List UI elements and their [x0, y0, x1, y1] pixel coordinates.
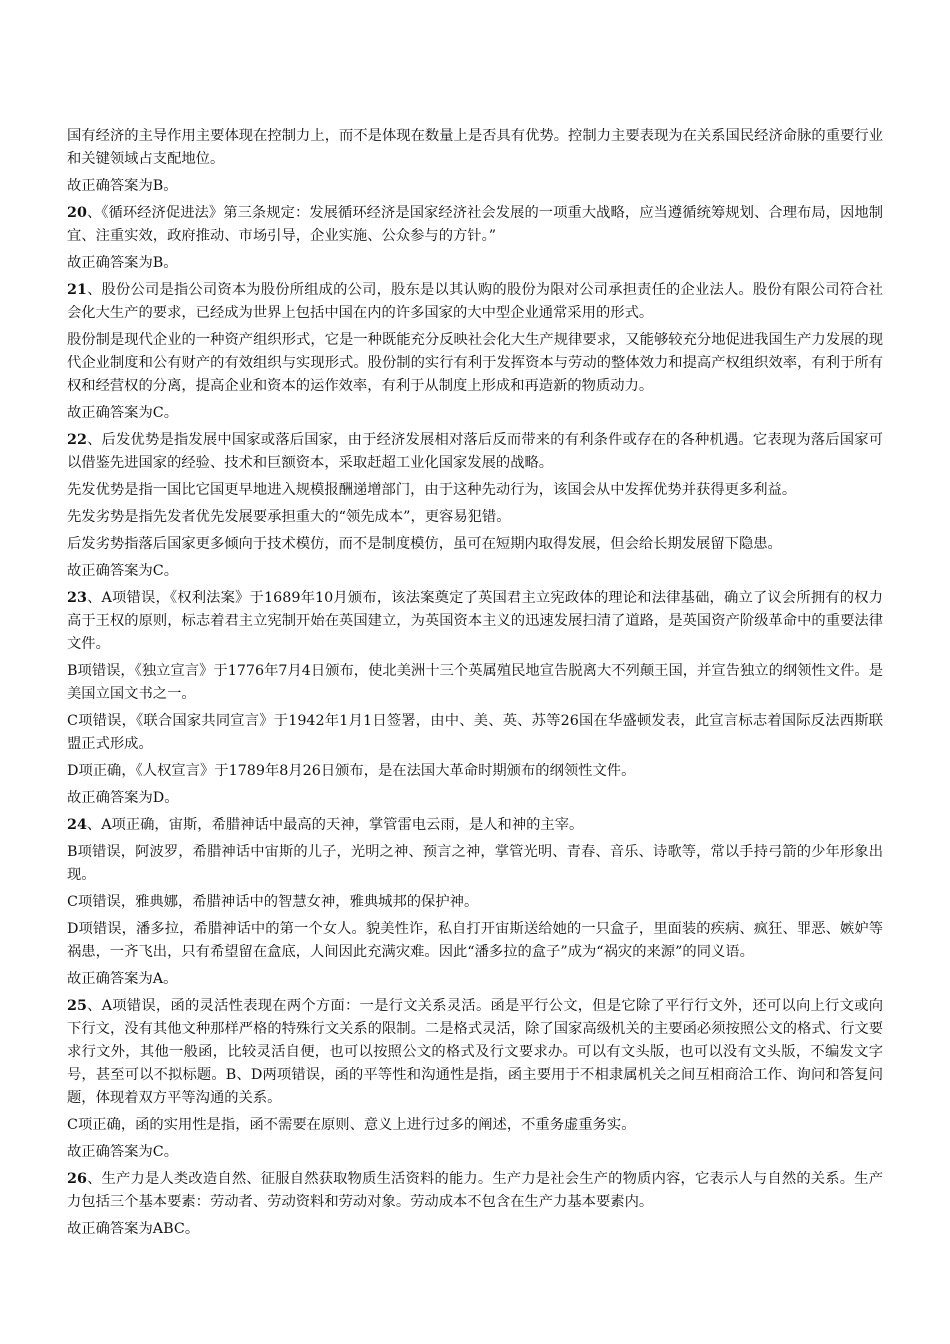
question-23-explanation: 23、A项错误，《权利法案》于1689年10月颁布，该法案奠定了英国君主立宪政体的理论和法律基础，确立了议会所拥有的权力高于王权的原则，标志着君主立宪制开始在英国建立，为英国资本主义的迅速发展扫清了道路，是英国资产阶级革命中的重要法律文件。: [67, 590, 883, 652]
answer-line: 故正确答案为C。: [67, 405, 179, 421]
explanation-paragraph: C项错误，雅典娜，希腊神话中的智慧女神，雅典城邦的保护神。: [67, 894, 479, 910]
explanation-paragraph: D项错误，潘多拉，希腊神话中的第一个女人。貌美性诈，私自打开宙斯送给她的一只盒子，里面装的疾病、疯狂、罪恶、嫉妒等祸患，一齐飞出，只有希望留在盒底，人间因此充满灾难。因此“潘多拉的盒子”成为“祸灾的来源”的同义语。: [67, 921, 883, 960]
question-number: 24: [67, 817, 87, 833]
answer-line: 故正确答案为B。: [67, 178, 178, 194]
question-number: 25: [67, 998, 87, 1014]
explanation-paragraph: B项错误，阿波罗，希腊神话中宙斯的儿子，光明之神、预言之神，掌管光明、青春、音乐、诗歌等，常以手持弓箭的少年形象出现。: [67, 844, 883, 883]
question-21-explanation: 21、股份公司是指公司资本为股份所组成的公司，股东是以其认购的股份为限对公司承担责任的企业法人。股份有限公司符合社会化大生产的要求，已经成为世界上包括中国在内的许多国家的大中型企业通常采用的形式。: [67, 282, 883, 321]
answer-line: 故正确答案为D。: [67, 790, 179, 806]
explanation-paragraph: B项错误，《独立宣言》于1776年7月4日颁布，使北美洲十三个英属殖民地宣告脱离大不列颠王国，并宣告独立的纲领性文件。是美国立国文书之一。: [67, 663, 883, 702]
answer-line: 故正确答案为B。: [67, 255, 178, 271]
explanation-paragraph: 先发劣势是指先发者优先发展要承担重大的“领先成本”，更容易犯错。: [67, 509, 511, 525]
question-26-explanation: 26、生产力是人类改造自然、征服自然获取物质生活资料的能力。生产力是社会生产的物质内容，它表示人与自然的关系。生产力包括三个基本要素：劳动者、劳动资料和劳动对象。劳动成本不包含在生产力基本要素内。: [67, 1171, 883, 1210]
explanation-paragraph: 先发优势是指一国比它国更早地进入规模报酬递增部门，由于这种先动行为，该国会从中发挥优势并获得更多利益。: [67, 482, 797, 498]
explanation-paragraph: 国有经济的主导作用主要体现在控制力上，而不是体现在数量上是否具有优势。控制力主要表现为在关系国民经济命脉的重要行业和关键领域占支配地位。: [67, 128, 883, 167]
question-25-explanation: 25、A项错误，函的灵活性表现在两个方面：一是行文关系灵活。函是平行公文，但是它除了平行行文外，还可以向上行文或向下行文，没有其他文种那样严格的特殊行文关系的限制。二是格式灵活，除了国家高级机关的主要函必须按照公文的格式、行文要求行文外，其他一般函，比较灵活自便，也可以按照公文的格式及行文要求办。可以有文头版，也可以没有文头版，不编发文字号，甚至可以不拟标题。B、D两项错误，函的平等性和沟通性是指，函主要用于不相隶属机关之间互相商洽工作、询问和答复问题，体现着双方平等沟通的关系。: [67, 998, 883, 1106]
explanation-paragraph: C项正确，函的实用性是指，函不需要在原则、意义上进行过多的阐述，不重务虚重务实。: [67, 1117, 636, 1133]
question-number: 21: [67, 282, 87, 298]
explanation-paragraph: D项正确，《人权宣言》于1789年8月26日颁布，是在法国大革命时期颁布的纲领性文件。: [67, 763, 636, 779]
question-20-explanation: 20、《循环经济促进法》第三条规定：发展循环经济是国家经济社会发展的一项重大战略，应当遵循统筹规划、合理布局，因地制宜、注重实效，政府推动、市场引导，企业实施、公众参与的方针。”: [67, 205, 883, 244]
question-22-explanation: 22、后发优势是指发展中国家或落后国家，由于经济发展相对落后反而带来的有利条件或存在的各种机遇。它表现为落后国家可以借鉴先进国家的经验、技术和巨额资本，采取赶超工业化国家发展的战略。: [67, 432, 883, 471]
question-number: 20: [67, 205, 87, 221]
explanation-paragraph: 股份制是现代企业的一种资产组织形式，它是一种既能充分反映社会化大生产规律要求，又能够较充分地促进我国生产力发展的现代企业制度和公有财产的有效组织与实现形式。股份制的实行有利于发挥资本与劳动的整体效力和提高产权组织效率，有利于所有权和经营权的分离，提高企业和资本的运作效率，有利于从制度上形成和再造新的物质动力。: [67, 332, 883, 394]
answer-line: 故正确答案为A。: [67, 971, 178, 987]
question-number: 23: [67, 590, 87, 606]
question-24-explanation: 24、A项正确，宙斯，希腊神话中最高的天神，掌管雷电云雨，是人和神的主宰。: [67, 817, 584, 833]
answer-line: 故正确答案为C。: [67, 563, 179, 579]
question-number: 22: [67, 432, 87, 448]
explanation-paragraph: C项错误，《联合国家共同宣言》于1942年1月1日签署，由中、美、英、苏等26国在华盛顿发表，此宣言标志着国际反法西斯联盟正式形成。: [67, 713, 883, 752]
explanation-paragraph: 后发劣势指落后国家更多倾向于技术模仿，而不是制度模仿，虽可在短期内取得发展，但会给长期发展留下隐患。: [67, 536, 782, 552]
answer-line: 故正确答案为C。: [67, 1144, 179, 1160]
answer-line: 故正确答案为ABC。: [67, 1221, 200, 1237]
question-number: 26: [67, 1171, 87, 1187]
